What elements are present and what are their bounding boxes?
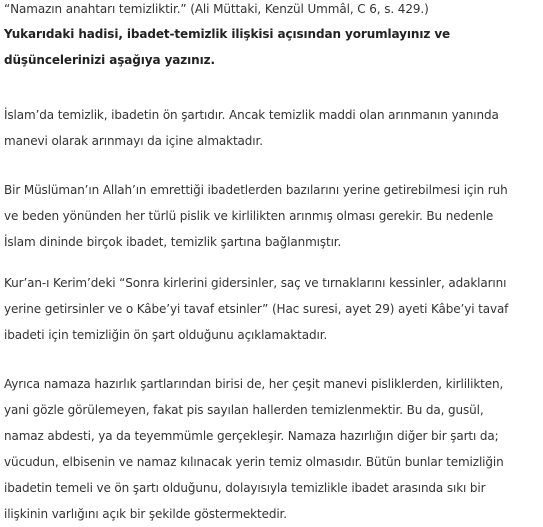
paragraph-line: ibadetin temeli ve ön şartı olduğunu, dolayısıyla temizlikle ibadet arasında sıkı bir: [4, 481, 486, 495]
answer-paragraph: [4, 371, 504, 527]
question-prompt: [4, 21, 450, 73]
answer-paragraph: [4, 270, 508, 348]
paragraph-line: yani gözle görülemeyen, fakat pis sayılan hallerden temizlenmektir. Bu da, gusül,: [4, 403, 484, 417]
question-line: Yukarıdaki hadisi, ibadet-temizlik ilişkisi açısından yorumlayınız ve: [4, 27, 451, 41]
hadith-quote: “Namazın anahtarı temizliktir.” (Ali Müttaki, Kenzül Ummâl, C 6, s. 429.): [4, 2, 429, 16]
answer-paragraph: [4, 177, 508, 255]
paragraph-line: ilişkinin varlığını açık bir şekilde göstermektedir.: [4, 507, 287, 521]
paragraph-line: ibadeti için temizliğin ön şart olduğunu açıklamaktadır.: [4, 328, 328, 342]
paragraph-line: İslam dininde birçok ibadet, temizlik şartına bağlanmıştır.: [4, 235, 342, 249]
paragraph-line: Bir Müslüman’ın Allah’ın emrettiği ibadetlerden bazılarını yerine getirebilmesi için ruh: [4, 183, 508, 197]
answer-paragraph: [4, 102, 499, 154]
paragraph-line: ve beden yönünden her türlü pislik ve kirlilikten arınmış olması gerekir. Bu nedenle: [4, 209, 494, 223]
paragraph-line: yerine getirsinler ve o Kâbe’yi tavaf etsinler” (Hac suresi, ayet 29) ayeti Kâbe’yi tavaf: [4, 302, 509, 316]
paragraph-line: İslam’da temizlik, ibadetin ön şartıdır. Ancak temizlik maddi olan arınmanın yanında: [4, 108, 499, 122]
paragraph-line: vücudun, elbisenin ve namaz kılınacak yerin temiz olmasıdır. Bütün bunlar temizliğin: [4, 455, 504, 469]
paragraph-line: Ayrıca namaza hazırlık şartlarından birisi de, her çeşit manevi pisliklerden, kirlilikten,: [4, 377, 504, 391]
paragraph-line: namaz abdesti, ya da teyemmümle gerçekleşir. Namaza hazırlığın diğer bir şartı da;: [4, 429, 499, 443]
question-line: düşüncelerinizi aşağıya yazınız.: [4, 53, 215, 67]
paragraph-line: Kur’an-ı Kerim’deki “Sonra kirlerini gidersinler, saç ve tırnaklarını kessinler, adaklarını: [4, 276, 507, 290]
paragraph-line: manevi olarak arınmayı da içine almaktadır.: [4, 134, 263, 148]
